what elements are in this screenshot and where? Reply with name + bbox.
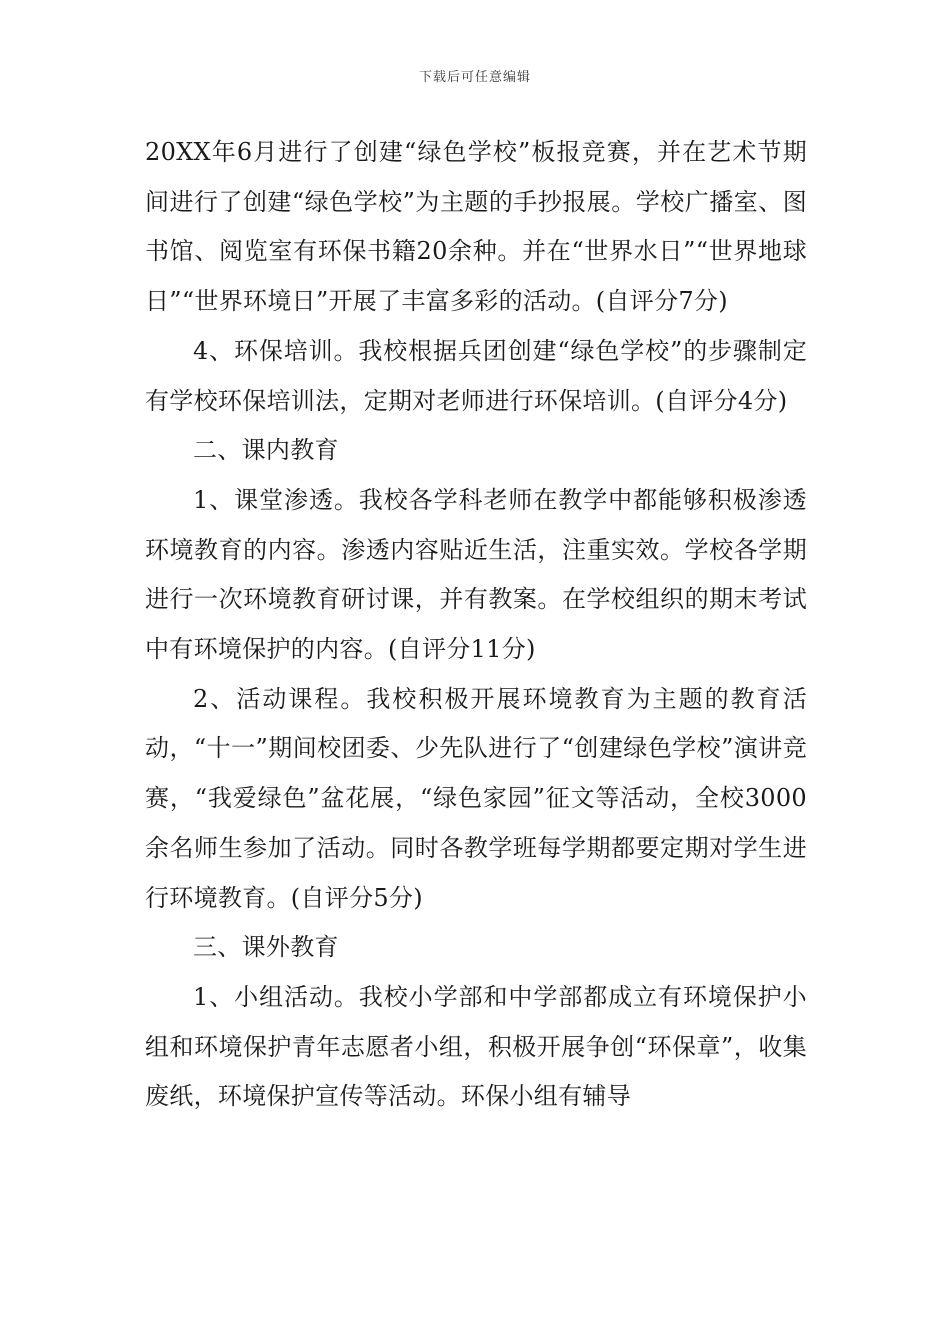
document-body <box>145 128 807 1122</box>
paragraph-activities-continued: 20XX年6月进行了创建“绿色学校”板报竞赛，并在艺术节期间进行了创建“绿色学校”为主题的手抄报展。学校广播室、图书馆、阅览室有环保书籍20余种。并在“世界水日”“世界地球日”“世界环境日”开展了丰富多彩的活动。(自评分7分) <box>145 138 807 316</box>
section-heading-in-class-education: 二、课内教育 <box>193 436 339 465</box>
paragraph-group-activities: 1、小组活动。我校小学部和中学部都成立有环境保护小组和环境保护青年志愿者小组，积极开展争创“环保章”，收集废纸，环境保护宣传等活动。环保小组有辅导 <box>145 982 807 1111</box>
page-header-note: 下载后可任意编辑 <box>418 70 531 85</box>
paragraph-activity-curriculum: 2、活动课程。我校积极开展环境教育为主题的教育活动，“十一”期间校团委、少先队进行了“创建绿色学校”演讲竞赛，“我爱绿色”盆花展，“绿色家园”征文等活动，全校3000余名师生参加了活动。同时各教学班每学期都要定期对学生进行环境教育。(自评分5分) <box>145 684 807 912</box>
paragraph-environmental-training: 4、环保培训。我校根据兵团创建“绿色学校”的步骤制定有学校环保培训法，定期对老师进行环保培训。(自评分4分) <box>145 336 807 415</box>
section-heading-extracurricular-education: 三、课外教育 <box>193 933 339 962</box>
paragraph-classroom-integration: 1、课堂渗透。我校各学科老师在教学中都能够积极渗透环境教育的内容。渗透内容贴近生活，注重实效。学校各学期进行一次环境教育研讨课，并有教案。在学校组织的期末考试中有环境保护的内容。(自评分11分) <box>145 485 807 664</box>
